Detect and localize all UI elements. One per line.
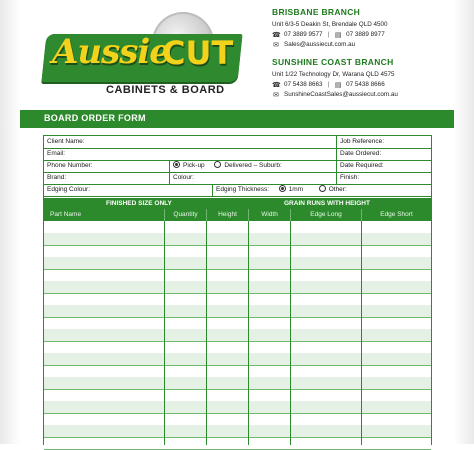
brisbane-fax: 07 3889 8977 xyxy=(346,31,385,39)
brand-field[interactable] xyxy=(44,172,169,184)
client-name-field[interactable] xyxy=(44,136,336,148)
email-field[interactable] xyxy=(44,148,336,160)
finished-size-heading: FINISHED SIZE ONLY xyxy=(106,200,172,207)
delivery-option-group xyxy=(169,160,336,172)
date-required-field[interactable] xyxy=(336,160,431,172)
brisbane-branch xyxy=(272,8,388,51)
col-part-name: Part Name xyxy=(50,211,82,218)
edging-thickness-group xyxy=(212,184,431,196)
brisbane-contact: ☎ 07 3889 9577 | ▤ 07 3889 8977 xyxy=(272,31,385,39)
delivered-label: Delivered – Suburb: xyxy=(224,162,282,169)
col-height: Height xyxy=(206,209,248,221)
logo-tagline: CABINETS & BOARD xyxy=(106,84,225,96)
date-ordered-label: Date Ordered: xyxy=(340,150,382,157)
brisbane-email-line xyxy=(272,41,388,51)
order-form xyxy=(43,135,432,445)
email-icon: ✉ xyxy=(273,92,279,99)
date-required-label: Date Required: xyxy=(340,162,384,169)
phone-icon: ☎ xyxy=(272,82,281,89)
aussie-cut-logo xyxy=(44,12,244,100)
brisbane-address: Unit 6/3-5 Deakin St, Brendale QLD 4500 xyxy=(272,21,388,29)
brand-label: Brand: xyxy=(47,174,67,181)
email-label: Email: xyxy=(47,150,66,157)
form-title-bar xyxy=(20,110,454,128)
col-edge-long: Edge Long xyxy=(290,209,361,221)
sunshine-branch-title: SUNSHINE COAST BRANCH xyxy=(272,57,394,67)
date-ordered-field[interactable] xyxy=(336,148,431,160)
thickness-other-label: Other: xyxy=(328,186,347,193)
thickness-1mm-radio[interactable] xyxy=(279,185,286,192)
grain-runs-heading: GRAIN RUNS WITH HEIGHT xyxy=(284,200,370,207)
thickness-1mm-label: 1mm xyxy=(288,186,304,193)
fax-icon: ▤ xyxy=(334,32,342,39)
page-shadow-right xyxy=(454,0,474,444)
phone-number-field[interactable] xyxy=(44,160,169,172)
delivered-radio[interactable] xyxy=(214,161,221,168)
table-column-divider xyxy=(248,221,249,445)
job-reference-field[interactable] xyxy=(336,136,431,148)
sunshine-phone: 07 5438 8663 xyxy=(284,81,323,89)
logo-word-aussie: Aussie xyxy=(52,32,170,72)
phone-number-label: Phone Number: xyxy=(47,162,93,169)
table-column-divider xyxy=(290,221,291,445)
phone-icon: ☎ xyxy=(272,32,281,39)
col-quantity: Quantity xyxy=(164,209,206,221)
form-title: BOARD ORDER FORM xyxy=(44,113,146,123)
sunshine-email[interactable]: SunshineCoastSales@aussiecut.com.au xyxy=(284,91,398,99)
table-column-divider xyxy=(361,221,362,445)
thickness-other-radio[interactable] xyxy=(319,185,326,192)
finish-label: Finish: xyxy=(340,174,360,181)
colour-label: Colour: xyxy=(173,174,194,181)
brisbane-phone: 07 3889 9577 xyxy=(284,31,323,39)
fax-icon: ▤ xyxy=(334,82,342,89)
table-column-divider xyxy=(206,221,207,445)
sunshine-address: Unit 1/22 Technology Dr, Warana QLD 4575 xyxy=(272,71,395,79)
pickup-label: Pick-up xyxy=(183,162,205,169)
col-width: Width xyxy=(248,209,290,221)
finish-field[interactable] xyxy=(336,172,431,184)
col-edge-short: Edge Short xyxy=(361,209,431,221)
edging-thickness-label: Edging Thickness: xyxy=(216,186,269,193)
table-column-divider xyxy=(164,221,165,445)
table-header xyxy=(44,209,431,221)
pickup-radio[interactable] xyxy=(173,161,180,168)
sunshine-coast-branch xyxy=(272,58,398,101)
colour-field[interactable] xyxy=(169,172,336,184)
sunshine-fax: 07 5438 8666 xyxy=(346,81,385,89)
section-header xyxy=(44,198,431,209)
client-name-label: Client Name: xyxy=(47,138,85,145)
page-shadow-left xyxy=(0,0,20,444)
job-reference-label: Job Reference: xyxy=(340,138,385,145)
brisbane-branch-title: BRISBANE BRANCH xyxy=(272,7,361,17)
sunshine-contact: ☎ 07 5438 8663 | ▤ 07 5438 8666 xyxy=(272,81,385,89)
email-icon: ✉ xyxy=(273,42,279,49)
edging-colour-field[interactable] xyxy=(44,184,212,196)
brisbane-email[interactable]: Sales@aussiecut.com.au xyxy=(284,41,356,49)
form-row-edging xyxy=(44,184,431,197)
sunshine-email-line xyxy=(272,91,398,101)
logo-word-cut: CUT xyxy=(162,34,234,72)
edging-colour-label: Edging Colour: xyxy=(47,186,90,193)
